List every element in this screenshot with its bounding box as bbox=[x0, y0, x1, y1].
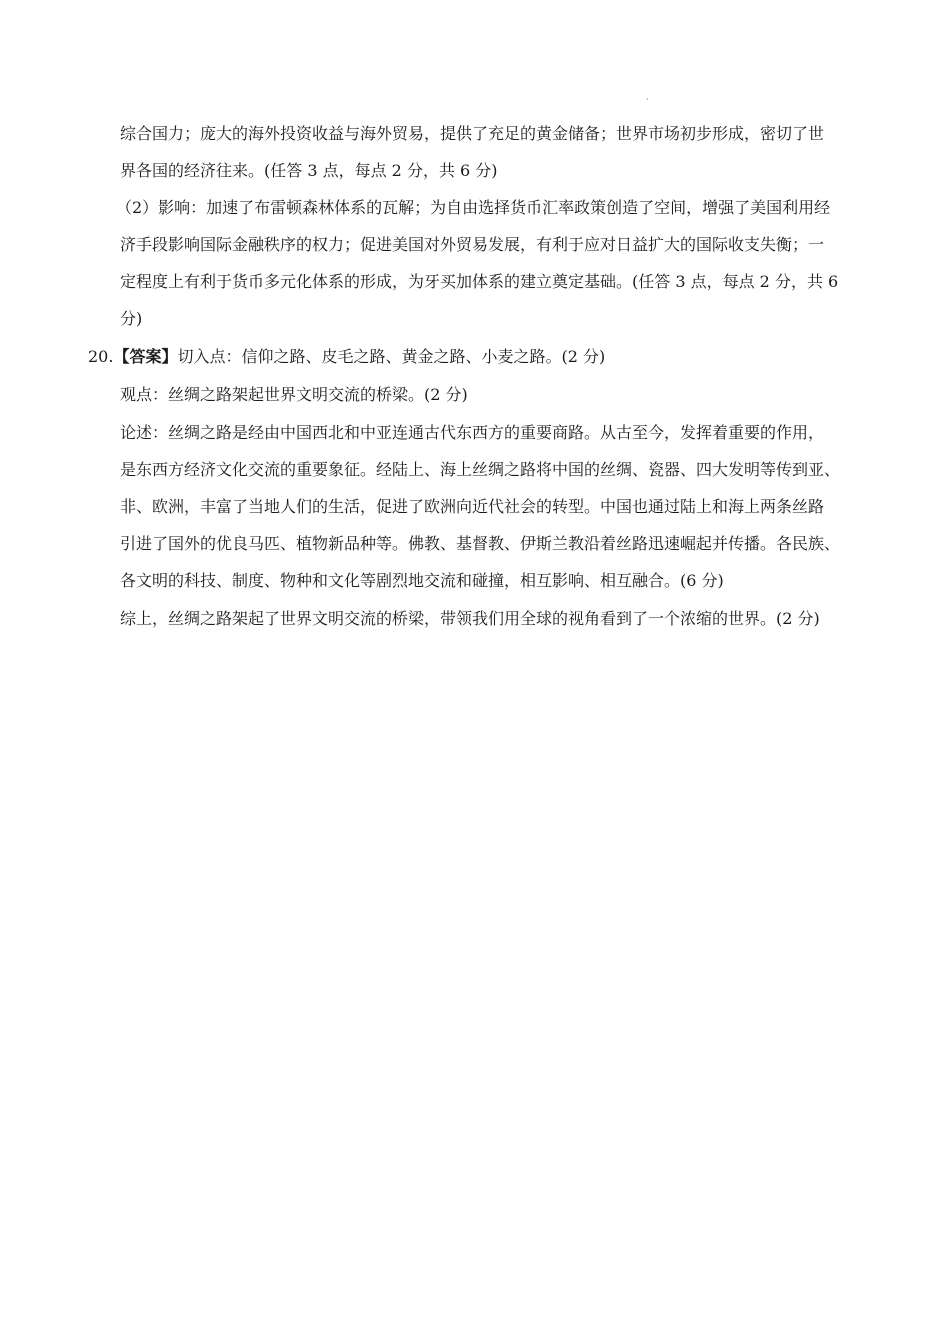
q20-answer-tag: 【答案】 bbox=[113, 347, 178, 366]
q19-part1-line2: 界各国的经济往来。(任答 3 点，每点 2 分，共 6 分) bbox=[120, 161, 498, 180]
q20-argument-line1: 论述：丝绸之路是经由中国西北和中亚连通古代东西方的重要商路。从古至今，发挥着重要的作用， bbox=[120, 423, 825, 442]
q20-argument-line2: 是东西方经济文化交流的重要象征。经陆上、海上丝绸之路将中国的丝绸、瓷器、四大发明等传到亚、 bbox=[120, 460, 841, 479]
q19-part1-line1: 综合国力；庞大的海外投资收益与海外贸易，提供了充足的黄金储备；世界市场初步形成，密切了世 bbox=[120, 124, 825, 143]
q19-part2-line4: 分) bbox=[120, 309, 143, 328]
q20-header bbox=[88, 347, 605, 367]
q20-argument-line3: 非、欧洲，丰富了当地人们的生活，促进了欧洲向近代社会的转型。中国也通过陆上和海上两条丝路 bbox=[120, 497, 825, 516]
header-dot-mark: · bbox=[646, 95, 649, 104]
q20-argument-line4: 引进了国外的优良马匹、植物新品种等。佛教、基督教、伊斯兰教沿着丝路迅速崛起并传播。各民族、 bbox=[120, 534, 841, 553]
q20-conclusion: 综上，丝绸之路架起了世界文明交流的桥梁，带领我们用全球的视角看到了一个浓缩的世界。(2 分) bbox=[120, 609, 820, 628]
q19-part2-line3: 定程度上有利于货币多元化体系的形成，为牙买加体系的建立奠定基础。(任答 3 点，每点 2 分，共 6 bbox=[120, 272, 839, 291]
q20-viewpoint: 观点：丝绸之路架起世界文明交流的桥梁。(2 分) bbox=[120, 385, 468, 404]
q20-number: 20. bbox=[88, 347, 114, 366]
q20-entry-point: 切入点：信仰之路、皮毛之路、黄金之路、小麦之路。(2 分) bbox=[177, 347, 606, 366]
q19-part2-line1: （2）影响：加速了布雷顿森林体系的瓦解；为自由选择货币汇率政策创造了空间，增强了美国利用经 bbox=[116, 198, 831, 217]
q20-argument-line5: 各文明的科技、制度、物种和文化等剧烈地交流和碰撞，相互影响、相互融合。(6 分) bbox=[120, 571, 724, 590]
q19-part2-line2: 济手段影响国际金融秩序的权力；促进美国对外贸易发展，有利于应对日益扩大的国际收支失衡；一 bbox=[120, 235, 825, 254]
